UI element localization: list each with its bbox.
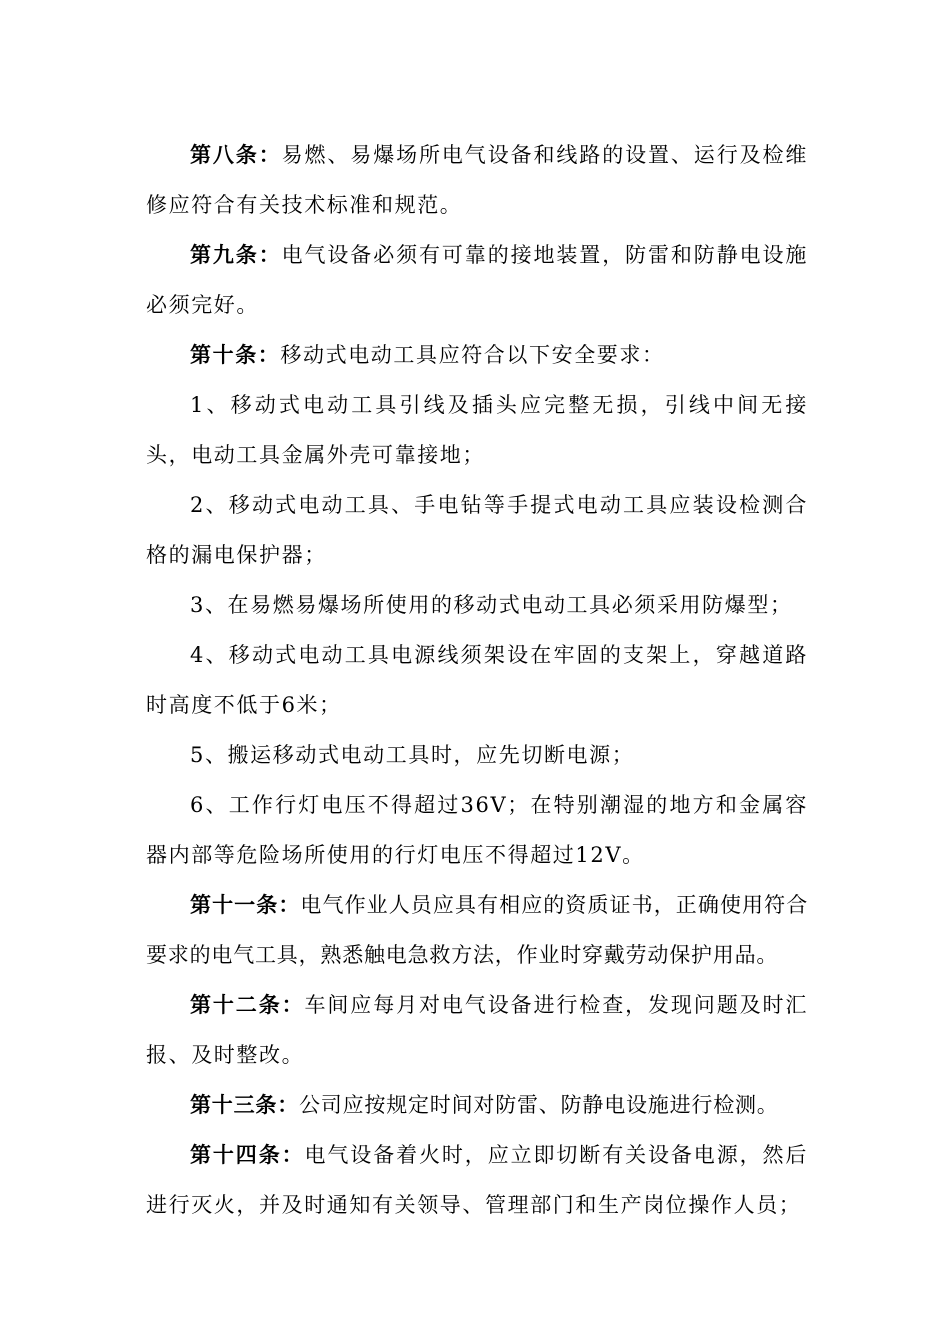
document-body xyxy=(146,130,808,1230)
list-item-text: 4、移动式电动工具电源线须架设在牢固的支架上，穿越道路时高度不低于6米； xyxy=(146,643,808,717)
article-heading: 第十一条： xyxy=(190,892,301,917)
article-12 xyxy=(146,980,808,1080)
article-10 xyxy=(146,330,808,380)
article-heading: 第八条： xyxy=(190,142,282,167)
article-text: 电气作业人员应具有相应的资质证书，正确使用符合要求的电气工具，熟悉触电急救方法，作业时穿戴劳动保护用品。 xyxy=(146,893,808,967)
article-13 xyxy=(146,1080,808,1130)
article-heading: 第九条： xyxy=(190,242,282,267)
article-text: 公司应按规定时间对防雷、防静电设施进行检测。 xyxy=(299,1093,779,1117)
article-11 xyxy=(146,880,808,980)
list-item-3 xyxy=(146,580,808,630)
article-text: 电气设备着火时，应立即切断有关设备电源，然后进行灭火，并及时通知有关领导、管理部门和生产岗位操作人员； xyxy=(146,1143,808,1217)
list-item-1 xyxy=(146,380,808,480)
list-item-4 xyxy=(146,630,808,730)
list-item-text: 6、工作行灯电压不得超过36V；在特别潮湿的地方和金属容器内部等危险场所使用的行灯电压不得超过12V。 xyxy=(146,793,808,867)
article-heading: 第十条： xyxy=(190,342,281,367)
article-text: 易燃、易爆场所电气设备和线路的设置、运行及检维修应符合有关技术标准和规范。 xyxy=(146,143,808,217)
article-heading: 第十四条： xyxy=(190,1142,305,1167)
article-heading: 第十二条： xyxy=(190,992,305,1017)
list-item-text: 2、移动式电动工具、手电钻等手提式电动工具应装设检测合格的漏电保护器； xyxy=(146,493,808,567)
list-item-text: 1、移动式电动工具引线及插头应完整无损，引线中间无接头，电动工具金属外壳可靠接地； xyxy=(146,393,808,467)
list-item-2 xyxy=(146,480,808,580)
article-14 xyxy=(146,1130,808,1230)
article-8 xyxy=(146,130,808,230)
list-item-text: 3、在易燃易爆场所使用的移动式电动工具必须采用防爆型； xyxy=(190,593,793,617)
list-item-5 xyxy=(146,730,808,780)
article-text: 电气设备必须有可靠的接地装置，防雷和防静电设施必须完好。 xyxy=(146,243,808,317)
article-heading: 第十三条： xyxy=(190,1092,299,1117)
list-item-text: 5、搬运移动式电动工具时，应先切断电源； xyxy=(190,743,635,767)
article-text: 移动式电动工具应符合以下安全要求： xyxy=(280,343,665,367)
list-item-6 xyxy=(146,780,808,880)
article-9 xyxy=(146,230,808,330)
article-text: 车间应每月对电气设备进行检查，发现问题及时汇报、及时整改。 xyxy=(146,993,808,1067)
